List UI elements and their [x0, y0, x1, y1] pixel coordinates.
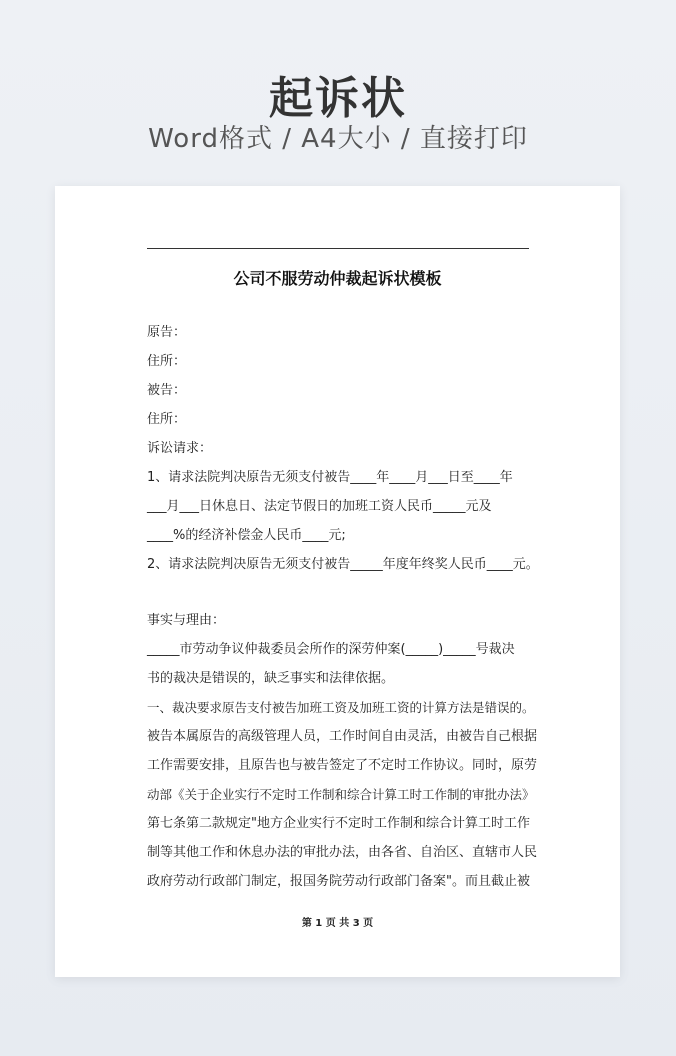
body-line-8: 制等其他工作和休息办法的审批办法，由各省、自治区、直辖市人民	[147, 845, 538, 860]
body-line-4: 被告本属原告的高级管理人员，工作时间自由灵活，由被告自己根据	[147, 729, 538, 744]
claim-2-line: 2、请求法院判决原告无须支付被告_____年度年终奖人民币____元。	[147, 557, 539, 572]
page-number: 第 1 页 共 3 页	[301, 918, 374, 929]
page-subtitle: Word格式 / A4大小 / 直接打印	[148, 124, 528, 154]
defendant-address-line: 住所：	[147, 412, 187, 427]
document-page	[55, 186, 620, 977]
claims-heading: 诉讼请求：	[147, 441, 213, 456]
claim-1-line-3: ____%的经济补偿金人民币____元;	[147, 528, 346, 543]
page-title: 起诉状	[269, 73, 407, 124]
defendant-line: 被告：	[147, 383, 187, 398]
facts-heading: 事实与理由：	[147, 613, 226, 628]
claim-1-line-2: ___月___日休息日、法定节假日的加班工资人民币_____元及	[147, 499, 492, 514]
body-line-2: 书的裁决是错误的，缺乏事实和法律依据。	[147, 671, 395, 686]
body-line-6: 动部《关于企业实行不定时工作制和综合计算工时工作制的审批办法》	[147, 787, 535, 802]
plaintiff-address-line: 住所：	[147, 354, 187, 369]
top-rule	[147, 248, 529, 249]
claim-1-line-1: 1、请求法院判决原告无须支付被告____年____月___日至____年	[147, 470, 513, 485]
body-line-3: 一、裁决要求原告支付被告加班工资及加班工资的计算方法是错误的。	[147, 700, 535, 715]
plaintiff-line: 原告：	[147, 325, 187, 340]
document-title: 公司不服劳动仲裁起诉状模板	[233, 269, 442, 288]
body-line-9: 政府劳动行政部门制定，报国务院劳动行政部门备案"。而且截止被	[147, 874, 530, 889]
body-line-7: 第七条第二款规定"地方企业实行不定时工作制和综合计算工时工作	[147, 816, 530, 831]
body-line-5: 工作需要安排，且原告也与被告签定了不定时工作协议。同时，原劳	[147, 758, 538, 773]
body-line-1: _____市劳动争议仲裁委员会所作的深劳仲案(_____)_____号裁决	[147, 642, 515, 657]
